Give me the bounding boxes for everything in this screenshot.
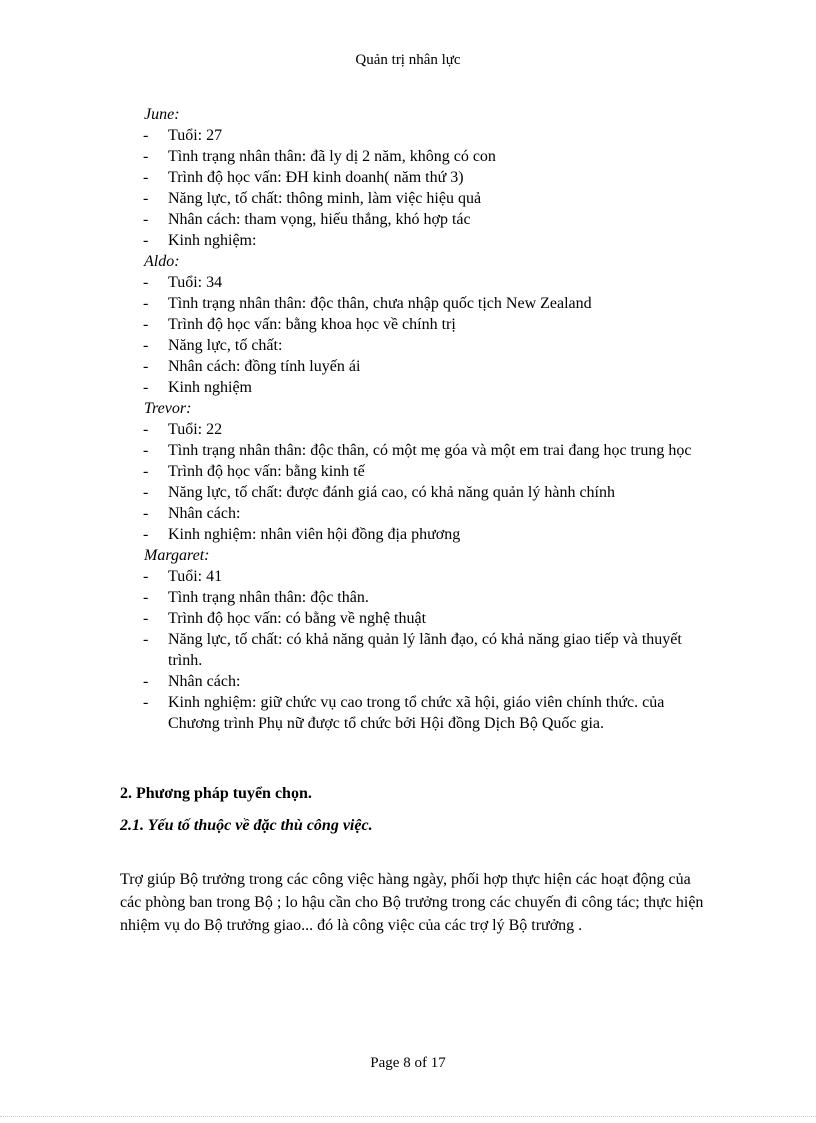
list-item (120, 503, 710, 524)
list-item (120, 125, 710, 146)
bullet-dash: - (143, 274, 149, 291)
bullet-dash: - (143, 589, 149, 606)
bullet-dash: - (143, 694, 149, 711)
list-item-text: Trình độ học vấn: bằng khoa học về chính trị (168, 316, 456, 333)
bullet-dash: - (143, 190, 149, 207)
list-item-text: Năng lực, tố chất: (168, 337, 283, 354)
bullet-dash: - (143, 127, 149, 144)
bullet-dash: - (143, 505, 149, 522)
body-paragraph: Trợ giúp Bộ trưởng trong các công việc hàng ngày, phối hợp thực hiện các hoạt động của các phòng ban trong Bộ ; lo hậu cần cho Bộ trưởng trong các chuyến đi công tác; thực hiện nhiệm vụ do Bộ trưởng giao... đó là công việc của các trợ lý Bộ trưởng . (120, 871, 704, 934)
bullet-dash: - (143, 295, 149, 312)
page-header: Quản trị nhân lực (355, 52, 461, 68)
list-item-text: Nhân cách: tham vọng, hiếu thắng, khó hợp tác (168, 211, 471, 228)
bullet-dash: - (143, 526, 149, 543)
list-item-text: Kinh nghiệm: (168, 232, 257, 249)
attribute-list (120, 419, 710, 545)
person-name: June: (144, 106, 180, 123)
person-trevor (120, 398, 710, 545)
bullet-dash: - (143, 463, 149, 480)
list-item-text: Tuổi: 22 (168, 421, 223, 438)
person-name: Trevor: (144, 400, 192, 417)
list-item (120, 566, 710, 587)
list-item-text: Trình độ học vấn: bằng kinh tế (168, 463, 365, 480)
bullet-dash: - (143, 484, 149, 501)
list-item (120, 671, 710, 692)
list-item-text: Kinh nghiệm (168, 379, 252, 396)
bullet-dash: - (143, 673, 149, 690)
list-item-text: Tuổi: 34 (168, 274, 223, 291)
section-heading: 2. Phương pháp tuyển chọn. (120, 785, 312, 802)
person-june (120, 104, 710, 251)
page-number: Page 8 of 17 (370, 1055, 446, 1071)
list-item (120, 692, 710, 734)
person-margaret (120, 545, 710, 734)
list-item (120, 356, 710, 377)
attribute-list (120, 272, 710, 398)
bullet-dash: - (143, 421, 149, 438)
list-item-text: Tuổi: 41 (168, 568, 223, 585)
list-item-text: Tình trạng nhân thân: đã ly dị 2 năm, không có con (168, 148, 496, 165)
list-item (120, 293, 710, 314)
list-item (120, 482, 710, 503)
list-item (120, 230, 710, 251)
list-item (120, 461, 710, 482)
bullet-dash: - (143, 568, 149, 585)
list-item (120, 419, 710, 440)
list-item (120, 209, 710, 230)
list-item (120, 167, 710, 188)
list-item-text: Năng lực, tố chất: thông minh, làm việc hiệu quả (168, 190, 482, 207)
list-item-text: Tình trạng nhân thân: độc thân. (168, 589, 369, 606)
person-name: Margaret: (144, 547, 210, 564)
bullet-dash: - (143, 316, 149, 333)
list-item (120, 314, 710, 335)
list-item-text: Nhân cách: (168, 673, 241, 690)
list-item-text: Trình độ học vấn: ĐH kinh doanh( năm thứ 3) (168, 169, 464, 186)
list-item (120, 524, 710, 545)
list-item (120, 272, 710, 293)
attribute-list (120, 566, 710, 734)
bullet-dash: - (143, 232, 149, 249)
person-aldo (120, 251, 710, 398)
list-item-text: Tình trạng nhân thân: độc thân, có một mẹ góa và một em trai đang học trung học (168, 442, 692, 459)
bullet-dash: - (143, 631, 149, 648)
list-item-text: Năng lực, tố chất: được đánh giá cao, có khả năng quản lý hành chính (168, 484, 615, 501)
list-item (120, 335, 710, 356)
bullet-dash: - (143, 169, 149, 186)
list-item-text: Năng lực, tố chất: có khả năng quản lý lãnh đạo, có khả năng giao tiếp và thuyết trình. (168, 631, 682, 669)
person-name: Aldo: (144, 253, 180, 270)
attribute-list (120, 125, 710, 251)
list-item-text: Tuổi: 27 (168, 127, 223, 144)
bullet-dash: - (143, 610, 149, 627)
bullet-dash: - (143, 337, 149, 354)
bullet-dash: - (143, 379, 149, 396)
list-item-text: Nhân cách: (168, 505, 241, 522)
list-item-text: Kinh nghiệm: nhân viên hội đồng địa phương (168, 526, 461, 543)
bullet-dash: - (143, 358, 149, 375)
list-item-text: Nhân cách: đồng tính luyến ái (168, 358, 361, 375)
list-item (120, 377, 710, 398)
subsection-heading: 2.1. Yếu tố thuộc về đặc thù công việc. (120, 817, 373, 834)
list-item (120, 587, 710, 608)
bullet-dash: - (143, 211, 149, 228)
list-item-text: Tình trạng nhân thân: độc thân, chưa nhập quốc tịch New Zealand (168, 295, 592, 312)
list-item (120, 608, 710, 629)
list-item (120, 188, 710, 209)
list-item (120, 146, 710, 167)
page-bottom-divider (0, 1116, 816, 1117)
bullet-dash: - (143, 442, 149, 459)
bullet-dash: - (143, 148, 149, 165)
document-body (120, 104, 710, 937)
list-item (120, 440, 710, 461)
list-item-text: Trình độ học vấn: có bằng về nghệ thuật (168, 610, 427, 627)
list-item-text: Kinh nghiệm: giữ chức vụ cao trong tổ chức xã hội, giáo viên chính thức. của Chương trình Phụ nữ được tổ chức bởi Hội đồng Dịch Bộ Quốc gia. (168, 694, 665, 732)
list-item (120, 629, 710, 671)
